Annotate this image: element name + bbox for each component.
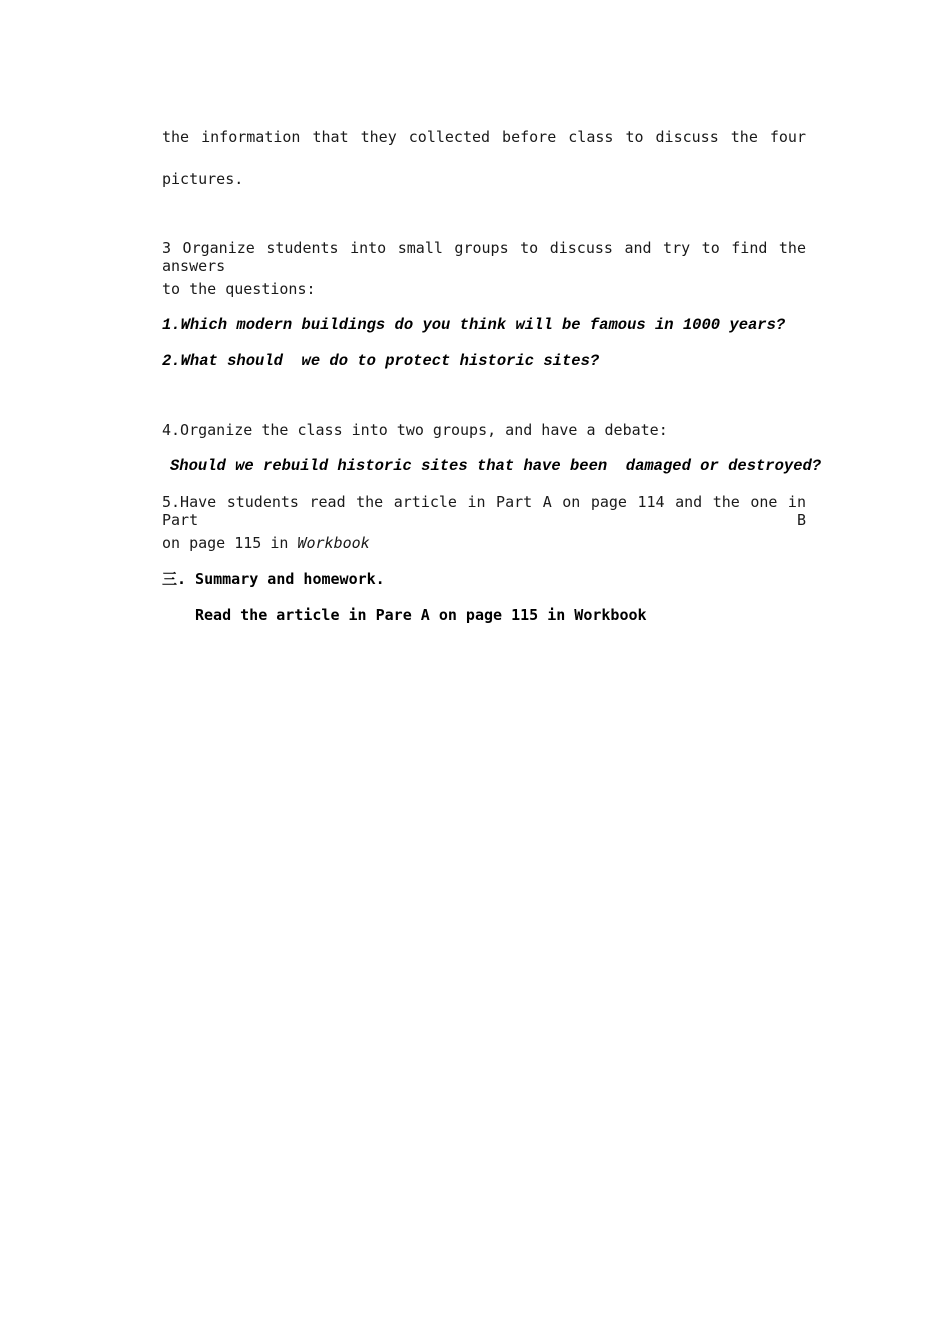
workbook-title: Workbook: [297, 534, 370, 552]
step-5-line-2-text: on page 115 in: [162, 534, 298, 552]
question-1: 1.Which modern buildings do you think will be famous in 1000 years?: [162, 316, 786, 334]
step-5-line-2: [162, 534, 370, 552]
paragraph-continuation-line-2: pictures.: [162, 170, 244, 188]
step-3-line-2: to the questions:: [162, 280, 316, 298]
debate-question: Should we rebuild historic sites that have been damaged or destroyed?: [170, 457, 822, 475]
section-3-heading: 三. Summary and homework.: [162, 570, 385, 588]
homework-text: Read the article in Pare A on page 115 in Workbook: [195, 606, 647, 624]
question-2: 2.What should we do to protect historic sites?: [162, 352, 600, 370]
step-4-line-1: 4.Organize the class into two groups, and have a debate:: [162, 421, 668, 439]
step-5-line-1: 5.Have students read the article in Part A on page 114 and the one in Part B: [162, 493, 806, 529]
paragraph-continuation-line-1: the information that they collected before class to discuss the four: [162, 128, 806, 146]
step-3-line-1: 3 Organize students into small groups to discuss and try to find the answers: [162, 239, 806, 275]
